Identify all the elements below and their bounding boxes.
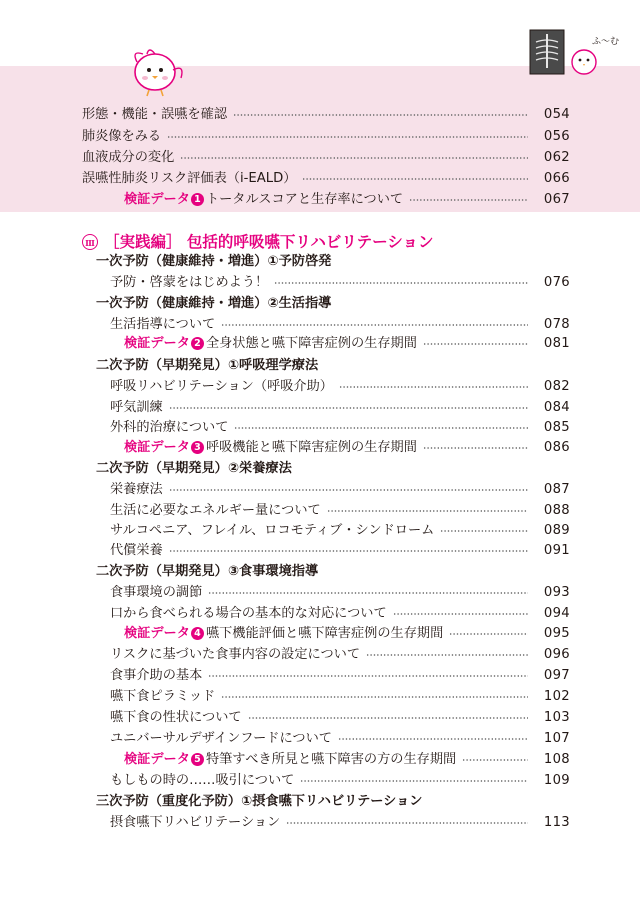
section-heading[interactable]: 二次予防（早期発見）②栄養療法: [96, 461, 292, 476]
toc-entry-page: 056: [543, 129, 570, 144]
toc-entry-label: 摂食嚥下リハビリテーション: [110, 815, 281, 830]
toc-entry-label: [124, 190, 403, 210]
toc-leader-dots: [327, 510, 528, 512]
toc-entry-label: 嚥下食ピラミッド: [110, 689, 216, 704]
toc-entry-page: 076: [543, 275, 570, 290]
toc-entry-page: 067: [543, 192, 570, 207]
toc-entry-label: 肺炎像をみる: [82, 129, 162, 144]
toc-entry[interactable]: [82, 169, 570, 189]
toc-entry[interactable]: [82, 105, 570, 125]
verify-data-tag: 検証データ: [124, 440, 190, 455]
toc-entry-label: 呼気訓練: [110, 400, 163, 415]
toc-entry-page: 054: [543, 107, 570, 122]
toc-entry[interactable]: [110, 273, 570, 293]
toc-entry-page: 087: [543, 482, 570, 497]
xray-mascot-icon: [528, 28, 624, 82]
toc-entry-label: 食事環境の調節: [110, 585, 203, 600]
toc-entry-label: ユニバーサルデザインフードについて: [110, 731, 332, 746]
toc-entry[interactable]: [110, 480, 570, 500]
toc-entry-page: 094: [543, 606, 570, 621]
toc-entry-label: 外科的治療について: [110, 420, 229, 435]
toc-leader-dots: [339, 386, 528, 388]
toc-entry-label: 口から食べられる場合の基本的な対応について: [110, 606, 387, 621]
verify-entry-text: 呼吸機能と嚥下障害症例の生存期間: [205, 440, 417, 455]
toc-leader-dots: [338, 738, 528, 740]
toc-entry-page: 107: [543, 731, 570, 746]
verify-number-badge: 3: [191, 441, 204, 454]
toc-leader-dots: [234, 427, 528, 429]
toc-entry-page: 088: [543, 503, 570, 518]
toc-entry-page: 093: [543, 585, 570, 600]
verify-number-badge: 2: [191, 337, 204, 350]
toc-entry[interactable]: [110, 315, 570, 335]
toc-entry-label: 誤嚥性肺炎リスク評価表（i-EALD）: [82, 171, 297, 186]
toc-verify-entry[interactable]: [124, 750, 570, 770]
toc-entry-label: リスクに基づいた食事内容の設定について: [110, 647, 361, 662]
section-heading[interactable]: 一次予防（健康維持・増進）②生活指導: [96, 296, 332, 311]
verify-data-tag: 検証データ: [124, 336, 190, 351]
toc-leader-dots: [221, 696, 528, 698]
toc-entry-page: 086: [543, 440, 570, 455]
toc-entry-page: 085: [543, 420, 570, 435]
toc-leader-dots: [423, 343, 528, 345]
toc-leader-dots: [286, 822, 528, 824]
toc-leader-dots: [366, 654, 528, 656]
toc-leader-dots: [423, 447, 528, 449]
toc-entry-label: [124, 750, 456, 770]
toc-leader-dots: [208, 592, 528, 594]
toc-entry-page: 113: [543, 815, 570, 830]
verify-number-badge: 4: [191, 627, 204, 640]
toc-entry-page: 084: [543, 400, 570, 415]
toc-verify-entry[interactable]: [124, 334, 570, 354]
toc-entry[interactable]: [82, 148, 570, 168]
toc-entry-page: 096: [543, 647, 570, 662]
toc-entry-label: 血液成分の変化: [82, 150, 175, 165]
part-numeral-badge: Ⅲ: [82, 234, 98, 250]
toc-entry-page: 109: [543, 773, 570, 788]
toc-entry[interactable]: [110, 687, 570, 707]
toc-entry-label: [124, 624, 443, 644]
chick-mascot-icon: [125, 40, 195, 98]
verify-data-tag: 検証データ: [124, 626, 190, 641]
verify-data-tag: 検証データ: [124, 192, 190, 207]
verify-entry-text: 嚥下機能評価と嚥下障害症例の生存期間: [205, 626, 444, 641]
toc-entry-page: 078: [543, 317, 570, 332]
toc-verify-entry[interactable]: [124, 438, 570, 458]
toc-entry[interactable]: [110, 813, 570, 833]
verify-entry-text: トータルスコアと生存率について: [205, 192, 404, 207]
toc-entry-label: 生活に必要なエネルギー量について: [110, 503, 321, 518]
toc-entry-label: 生活指導について: [110, 317, 216, 332]
toc-leader-dots: [208, 675, 528, 677]
toc-leader-dots: [274, 282, 528, 284]
toc-leader-dots: [300, 780, 528, 782]
toc-entry-label: 予防・啓蒙をはじめよう！: [110, 275, 269, 290]
section-heading[interactable]: 三次予防（重度化予防）①摂食嚥下リハビリテーション: [96, 794, 423, 809]
toc-leader-dots: [462, 759, 528, 761]
toc-entry[interactable]: [110, 521, 570, 541]
toc-entry-label: 代償栄養: [110, 543, 163, 558]
toc-entry-page: 108: [543, 752, 570, 767]
toc-verify-entry[interactable]: [124, 190, 570, 210]
toc-leader-dots: [409, 199, 528, 201]
toc-entry[interactable]: [110, 398, 570, 418]
toc-entry-page: 066: [543, 171, 570, 186]
toc-verify-entry[interactable]: [124, 624, 570, 644]
toc-entry[interactable]: [110, 771, 570, 791]
toc-entry[interactable]: [110, 377, 570, 397]
section-heading[interactable]: 二次予防（早期発見）①呼吸理学療法: [96, 358, 319, 373]
verify-number-badge: 1: [191, 193, 204, 206]
toc-entry-page: 095: [543, 626, 570, 641]
toc-entry[interactable]: [82, 127, 570, 147]
toc-entry[interactable]: [110, 666, 570, 686]
toc-leader-dots: [233, 114, 528, 116]
toc-entry-page: 091: [543, 543, 570, 558]
toc-leader-dots: [449, 633, 528, 635]
toc-entry[interactable]: [110, 729, 570, 749]
toc-leader-dots: [440, 530, 528, 532]
toc-entry-label: もしもの時の……吸引について: [110, 773, 295, 788]
verify-number-badge: 5: [191, 753, 204, 766]
toc-entry[interactable]: [110, 541, 570, 561]
toc-leader-dots: [221, 324, 528, 326]
toc-entry-page: 089: [543, 523, 570, 538]
toc-entry[interactable]: [110, 645, 570, 665]
toc-leader-dots: [167, 136, 528, 138]
toc-entry-label: 形態・機能・誤嚥を確認: [82, 107, 228, 122]
toc-leader-dots: [169, 407, 528, 409]
toc-entry-page: 097: [543, 668, 570, 683]
toc-entry-label: 嚥下食の性状について: [110, 710, 242, 725]
toc-entry[interactable]: [110, 418, 570, 438]
toc-leader-dots: [248, 717, 528, 719]
toc-entry[interactable]: [110, 583, 570, 603]
mascot-caption: ふ〜む: [592, 37, 620, 47]
toc-entry-page: 062: [543, 150, 570, 165]
toc-entry-label: サルコペニア、フレイル、ロコモティブ・シンドローム: [110, 523, 435, 538]
toc-entry[interactable]: [110, 501, 570, 521]
toc-entry-label: 呼吸リハビリテーション（呼吸介助）: [110, 379, 333, 394]
section-heading[interactable]: 二次予防（早期発見）③食事環境指導: [96, 564, 319, 579]
toc-entry-label: 食事介助の基本: [110, 668, 203, 683]
part-title[interactable]: ［実践編］ 包括的呼吸嚥下リハビリテーション: [104, 233, 434, 251]
toc-entry[interactable]: [110, 708, 570, 728]
toc-entry-label: [124, 438, 417, 458]
verify-entry-text: 特筆すべき所見と嚥下障害の方の生存期間: [205, 752, 457, 767]
toc-leader-dots: [180, 157, 528, 159]
toc-leader-dots: [302, 178, 528, 180]
toc-leader-dots: [169, 489, 528, 491]
toc-entry[interactable]: [110, 604, 570, 624]
toc-leader-dots: [169, 550, 528, 552]
verify-data-tag: 検証データ: [124, 752, 190, 767]
toc-entry-label: [124, 334, 417, 354]
toc-entry-page: 082: [543, 379, 570, 394]
verify-entry-text: 全身状態と嚥下障害症例の生存期間: [205, 336, 417, 351]
toc-entry-page: 102: [543, 689, 570, 704]
toc-leader-dots: [393, 613, 528, 615]
section-heading[interactable]: 一次予防（健康維持・増進）①予防啓発: [96, 254, 332, 269]
toc-entry-page: 081: [543, 336, 570, 351]
toc-entry-page: 103: [543, 710, 570, 725]
toc-entry-label: 栄養療法: [110, 482, 163, 497]
